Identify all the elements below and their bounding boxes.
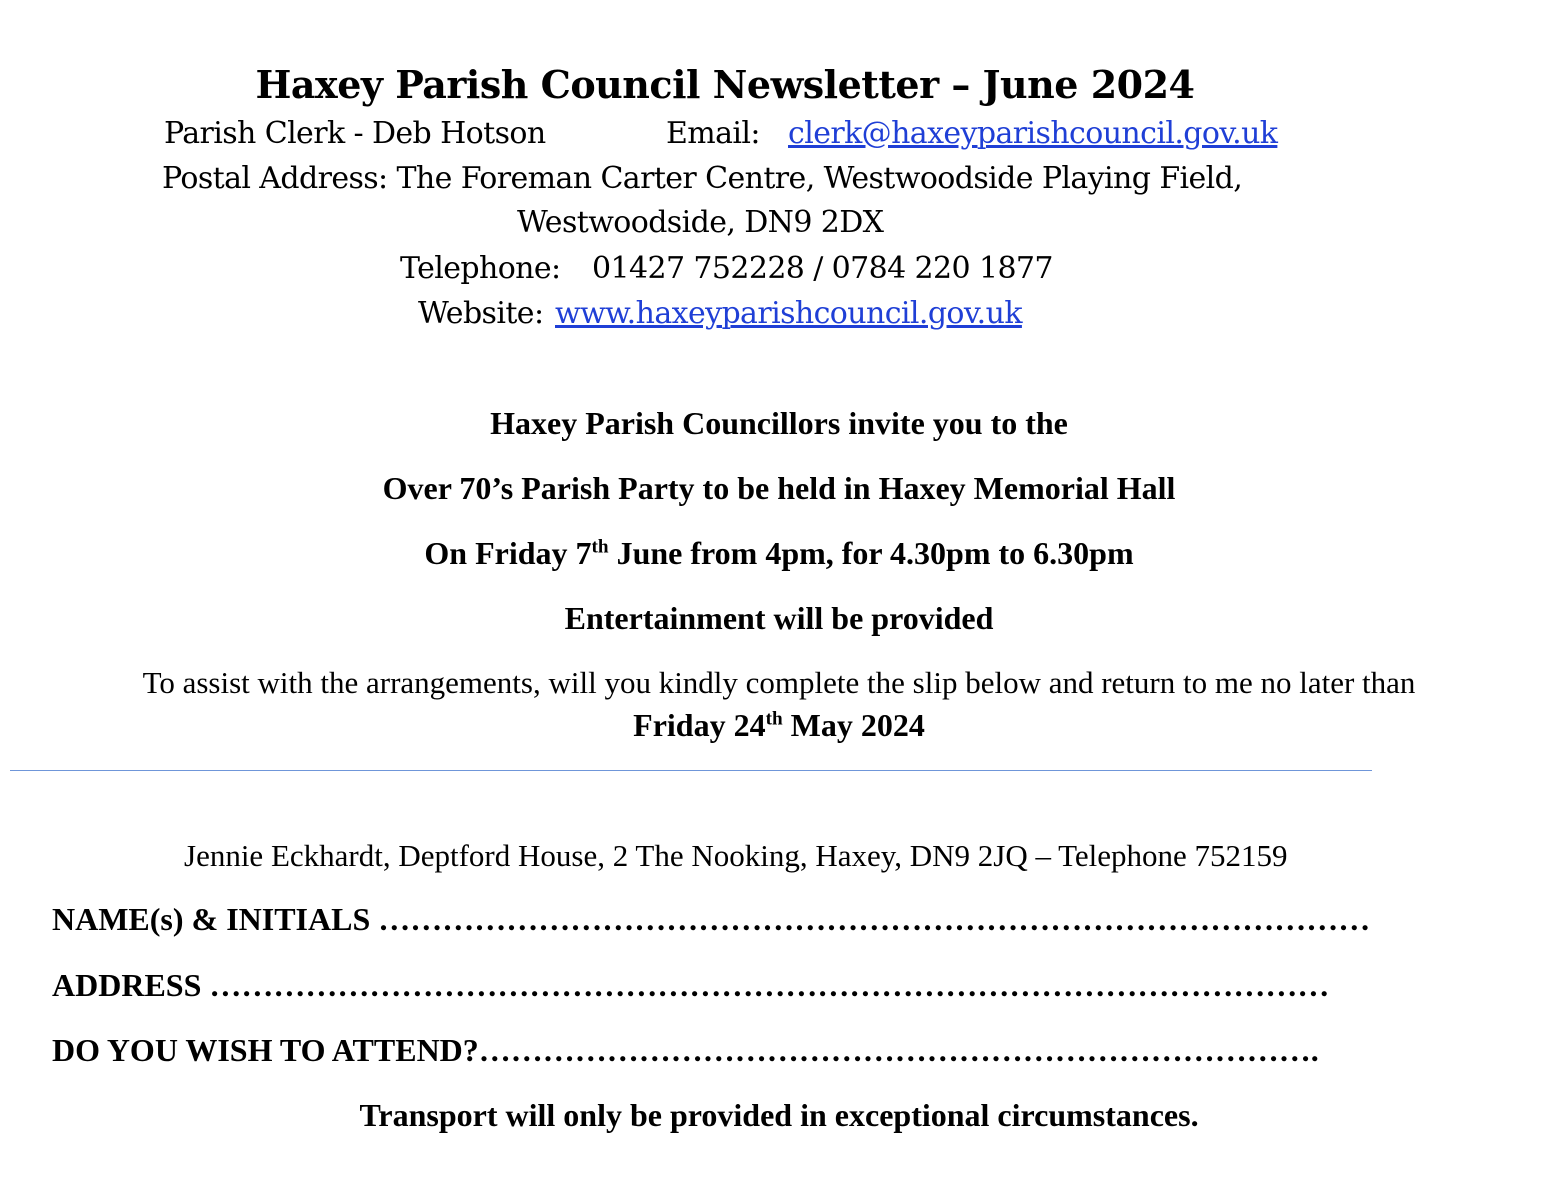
telephone-label: Telephone: [400, 251, 561, 286]
invite-line-2: Over 70’s Parish Party to be held in Haxey Memorial Hall [382, 470, 1176, 506]
address-field: ADDRESS …………………………………………………………………………………………… [52, 967, 1330, 1003]
transport-note: Transport will only be provided in exceptional circumstances. [359, 1097, 1199, 1133]
attend-field: DO YOU WISH TO ATTEND?……………………………………………………………………. [52, 1032, 1319, 1068]
invite-line-3: On Friday 7th June from 4pm, for 4.30pm to 6.30pm [424, 535, 1134, 571]
postal-address-line2: Westwoodside, DN9 2DX [517, 205, 884, 240]
return-contact: Jennie Eckhardt, Deptford House, 2 The Nooking, Haxey, DN9 2JQ – Telephone 752159 [184, 838, 1288, 873]
email-link[interactable]: clerk@haxeyparishcouncil.gov.uk [788, 116, 1278, 151]
cut-line-divider [10, 770, 1372, 771]
postal-address-line1: Postal Address: The Foreman Carter Centre, Westwoodside Playing Field, [162, 161, 1243, 196]
name-initials-field: NAME(s) & INITIALS ………………………………………………………………………………… [52, 901, 1371, 937]
newsletter-title: Haxey Parish Council Newsletter – June 2024 [255, 62, 1195, 107]
website-label: Website: [418, 296, 544, 331]
clerk-name: Parish Clerk - Deb Hotson [164, 116, 546, 151]
reply-deadline: Friday 24th May 2024 [633, 707, 925, 743]
invite-line-1: Haxey Parish Councillors invite you to the [490, 405, 1068, 441]
telephone-number: 01427 752228 / 0784 220 1877 [592, 251, 1053, 286]
invite-line-4: Entertainment will be provided [564, 600, 994, 636]
website-link[interactable]: www.haxeyparishcouncil.gov.uk [555, 296, 1022, 331]
email-label: Email: [666, 116, 760, 151]
assist-text: To assist with the arrangements, will you kindly complete the slip below and return to me no later than [142, 665, 1416, 700]
